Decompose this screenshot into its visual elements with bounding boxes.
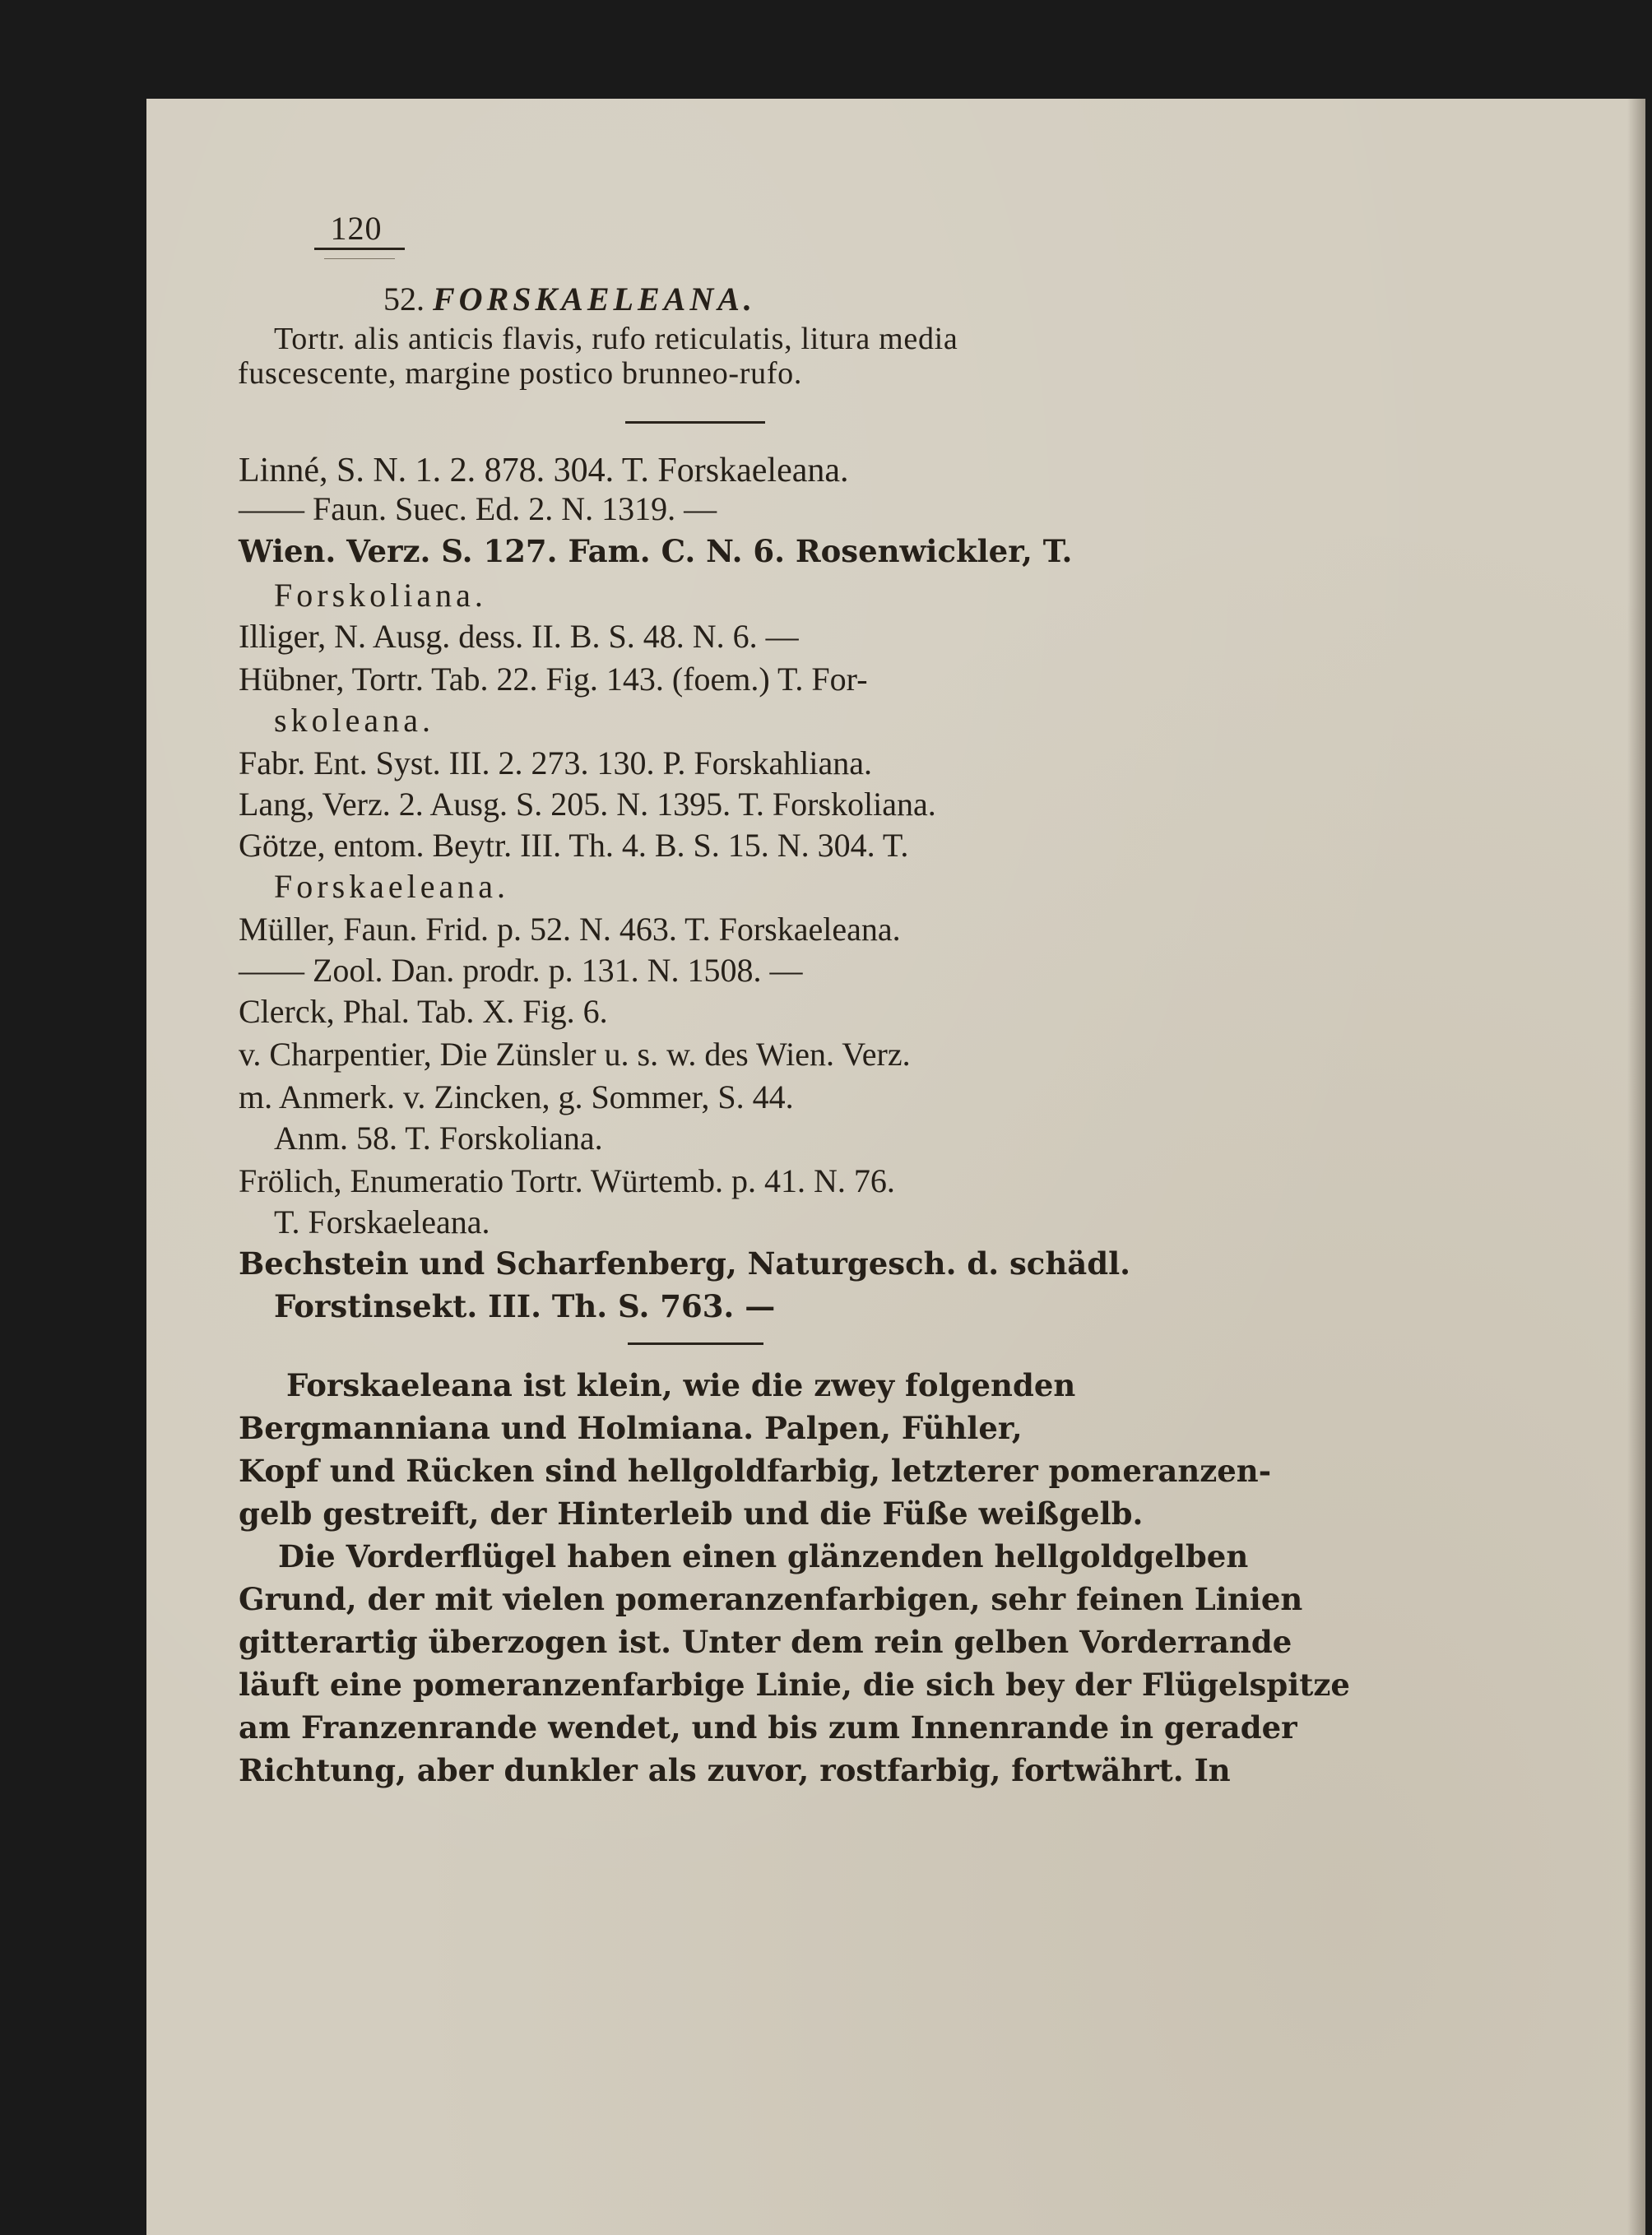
reference-line: Wien. Verz. S. 127. Fam. C. N. 6. Rosenwickler, T. (239, 533, 1073, 569)
section-rule (628, 1342, 763, 1345)
description-line: Bergmanniana und Holmiana. Palpen, Fühler, (239, 1410, 1023, 1446)
reference-line: —— Faun. Suec. Ed. 2. N. 1319. — (239, 490, 717, 527)
page-number: 120 (330, 210, 383, 247)
reference-line: Forskoliana. (274, 577, 487, 614)
page-number-rule (314, 248, 405, 250)
species-number: 52. (383, 281, 425, 318)
diagnosis-line-1: Tortr. alis anticis flavis, rufo reticulatis, litura media (274, 322, 958, 356)
reference-line: Müller, Faun. Frid. p. 52. N. 463. T. Forskaeleana. (239, 911, 901, 948)
reference-line: —— Zool. Dan. prodr. p. 131. N. 1508. — (239, 952, 803, 989)
reference-line: skoleana. (274, 702, 434, 739)
description-line: Kopf und Rücken sind hellgoldfarbig, letzterer pomeranzen- (239, 1453, 1272, 1489)
reference-line: Bechstein und Scharfenberg, Naturgesch. d. schädl. (239, 1245, 1131, 1282)
reference-line: Forstinsekt. III. Th. S. 763. — (274, 1288, 776, 1324)
description-line: Grund, der mit vielen pomeranzenfarbigen, sehr feinen Linien (239, 1581, 1303, 1617)
reference-line: Illiger, N. Ausg. dess. II. B. S. 48. N. 6. — (239, 618, 799, 655)
description-line: Die Vorderflügel haben einen glänzenden hellgoldgelben (278, 1538, 1249, 1574)
description-line: am Franzenrande wendet, und bis zum Innenrande in gerader (239, 1709, 1297, 1746)
reference-line: Clerck, Phal. Tab. X. Fig. 6. (239, 993, 608, 1030)
page-number-rule-thin (324, 258, 395, 259)
reference-line: Hübner, Tortr. Tab. 22. Fig. 143. (foem.) T. For- (239, 661, 868, 698)
reference-line: Forskaeleana. (274, 868, 510, 905)
species-title: FORSKAELEANA. (433, 281, 756, 318)
diagnosis-line-2: fuscescente, margine postico brunneo-rufo. (238, 356, 803, 391)
reference-line: Anm. 58. T. Forskoliana. (274, 1120, 603, 1157)
reference-line: v. Charpentier, Die Zünsler u. s. w. des Wien. Verz. (239, 1036, 911, 1073)
description-line: Forskaeleana ist klein, wie die zwey folgenden (286, 1367, 1076, 1403)
section-rule (625, 421, 765, 424)
reference-line: Lang, Verz. 2. Ausg. S. 205. N. 1395. T. Forskoliana. (239, 786, 936, 823)
description-line: läuft eine pomeranzenfarbige Linie, die sich bey der Flügelspitze (239, 1667, 1350, 1703)
reference-line: Frölich, Enumeratio Tortr. Würtemb. p. 41. N. 76. (239, 1162, 895, 1199)
reference-line: Linné, S. N. 1. 2. 878. 304. T. Forskaeleana. (239, 452, 849, 489)
book-page (146, 99, 1645, 2235)
page-spine-shadow (1627, 99, 1645, 2235)
description-line: gelb gestreift, der Hinterleib und die Füße weißgelb. (239, 1495, 1144, 1532)
reference-line: T. Forskaeleana. (274, 1203, 490, 1240)
species-heading (383, 280, 756, 318)
description-line: Richtung, aber dunkler als zuvor, rostfarbig, fortwährt. In (239, 1752, 1231, 1788)
description-line: gitterartig überzogen ist. Unter dem rein gelben Vorderrande (239, 1624, 1292, 1660)
reference-line: Fabr. Ent. Syst. III. 2. 273. 130. P. Forskahliana. (239, 744, 872, 781)
reference-line: m. Anmerk. v. Zincken, g. Sommer, S. 44. (239, 1078, 794, 1115)
reference-line: Götze, entom. Beytr. III. Th. 4. B. S. 15. N. 304. T. (239, 827, 909, 864)
